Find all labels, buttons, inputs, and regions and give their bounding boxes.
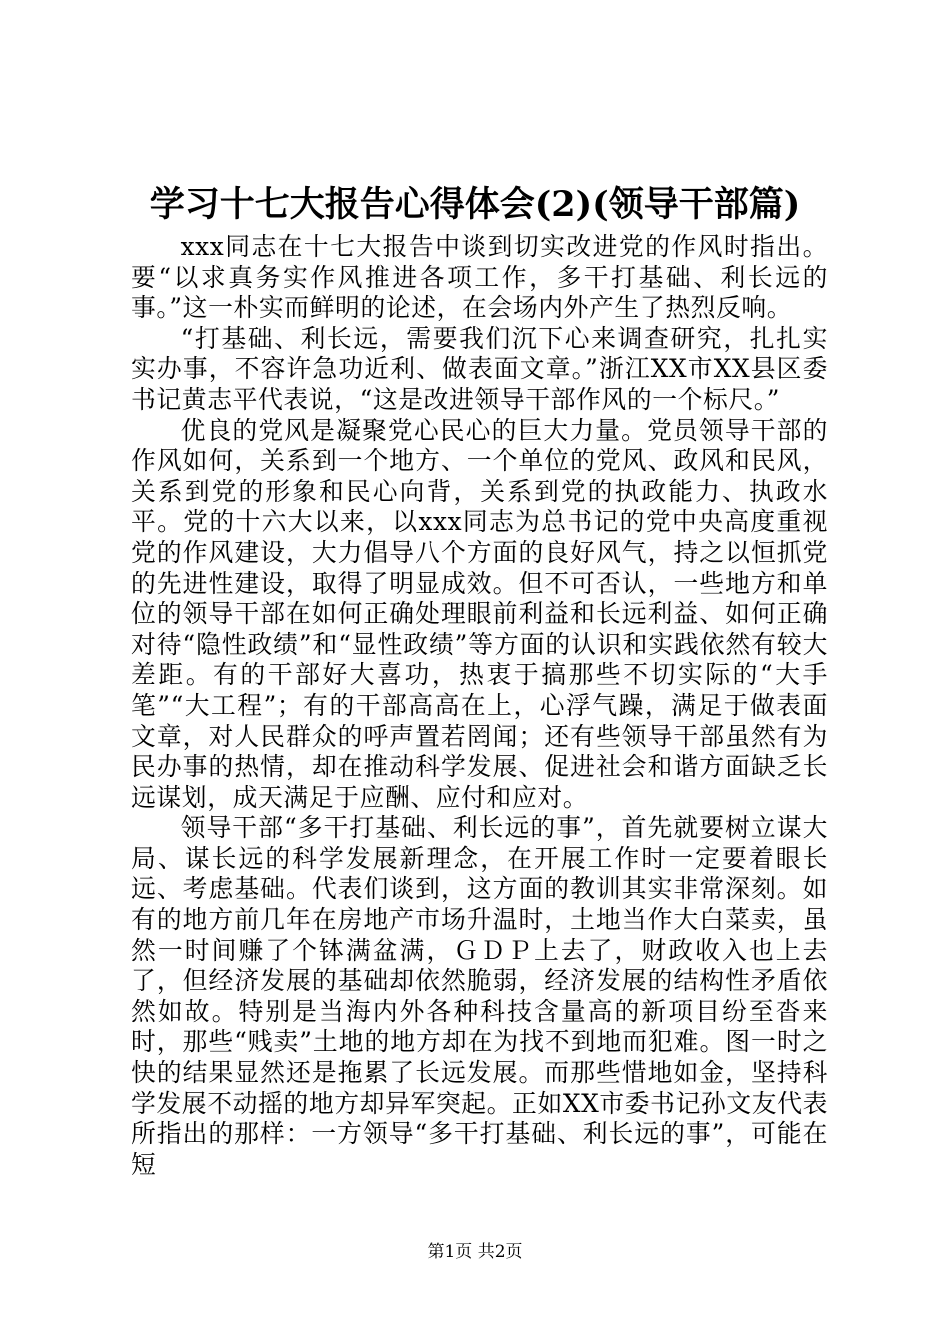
- page-number-footer: 第1页 共2页: [427, 1242, 523, 1262]
- paragraph: “打基础、利长远，需要我们沉下心来调查研究，扎扎实实办事，不容许急功近利、做表面文章。”浙江XX市XX县区委书记黄志平代表说，“这是改进领导干部作风的一个标尺。”: [131, 323, 828, 414]
- document-title: 学习十七大报告心得体会(2)(领导干部篇): [149, 184, 801, 225]
- paragraph: 优良的党风是凝聚党心民心的巨大力量。党员领导干部的作风如何，关系到一个地方、一个单位的党风、政风和民风，关系到党的形象和民心向背，关系到党的执政能力、执政水平。党的十六大以来，以xxx同志为总书记的党中央高度重视党的作风建设，大力倡导八个方面的良好风气，持之以恒抓党的先进性建设，取得了明显成效。但不可否认，一些地方和单位的领导干部在如何正确处理眼前利益和长远利益、如何正确对待“隐性政绩”和“显性政绩”等方面的认识和实践依然有较大差距。有的干部好大喜功，热衷于搞那些不切实际的“大手笔”“大工程”；有的干部高高在上，心浮气躁，满足于做表面文章，对人民群众的呼声置若罔闻；还有些领导干部虽然有为民办事的热情，却在推动科学发展、促进社会和谐方面缺乏长远谋划，成天满足于应酬、应付和应对。: [131, 415, 828, 812]
- paragraph: 领导干部“多干打基础、利长远的事”，首先就要树立谋大局、谋长远的科学发展新理念，在开展工作时一定要着眼长远、考虑基础。代表们谈到，这方面的教训其实非常深刻。如有的地方前几年在房地产市场升温时，土地当作大白菜卖，虽然一时间赚了个钵满盆满，ＧＤＰ上去了，财政收入也上去了，但经济发展的基础却依然脆弱，经济发展的结构性矛盾依然如故。特别是当海内外各种科技含量高的新项目纷至沓来时，那些“贱卖”土地的地方却在为找不到地而犯难。图一时之快的结果显然还是拖累了长远发展。而那些惜地如金，坚持科学发展不动摇的地方却异军突起。正如XX市委书记孙文友代表所指出的那样：一方领导“多干打基础、利长远的事”，可能在短: [131, 813, 828, 1179]
- paragraph: xxx同志在十七大报告中谈到切实改进党的作风时指出。要“以求真务实作风推进各项工作，多干打基础、利长远的事。”这一朴实而鲜明的论述，在会场内外产生了热烈反响。: [131, 232, 828, 323]
- document-body: [131, 232, 828, 1180]
